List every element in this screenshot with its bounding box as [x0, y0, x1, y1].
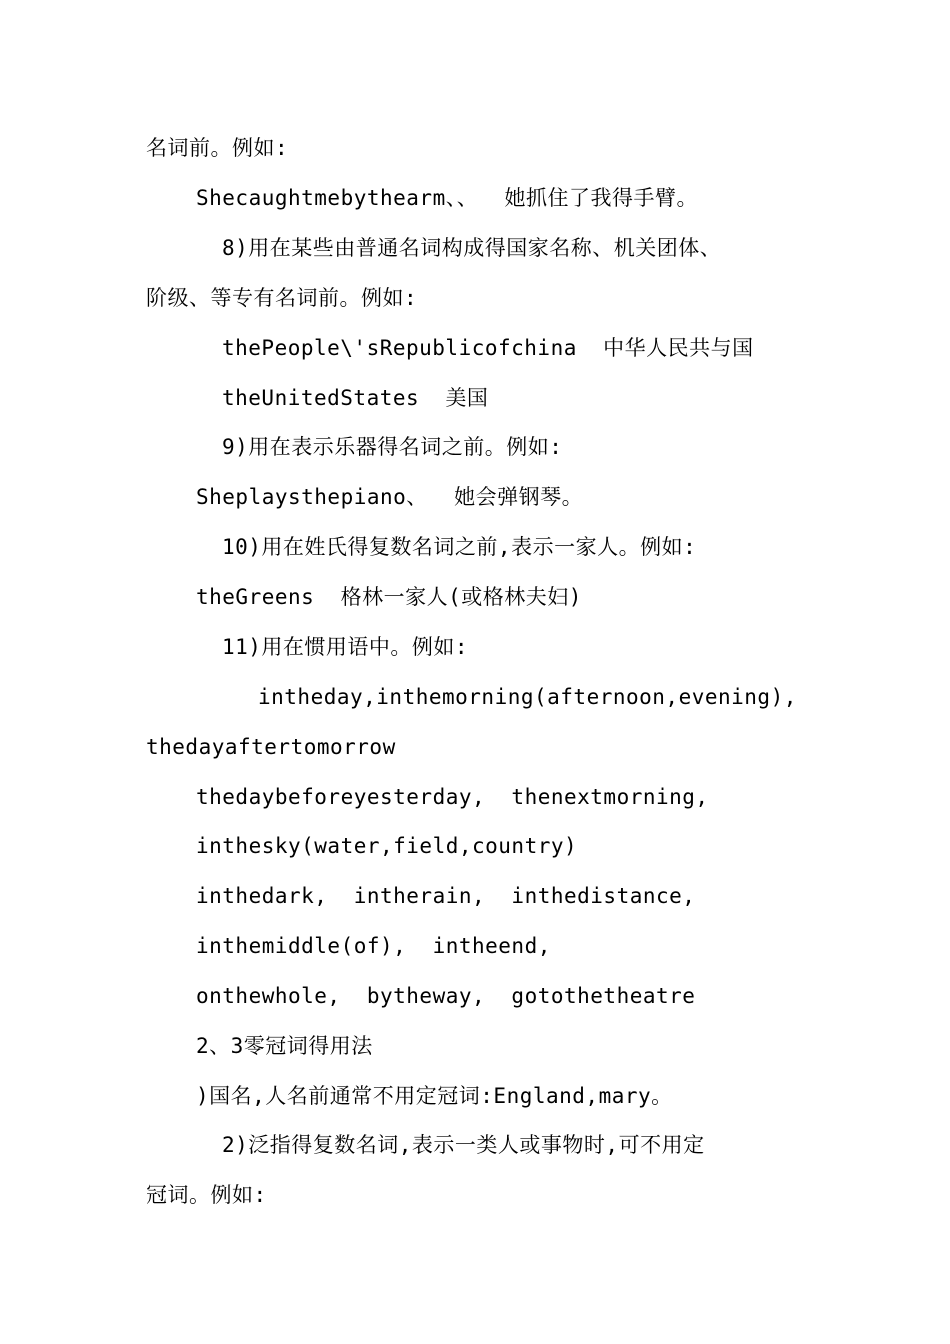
text-line-7: 9)用在表示乐器得名词之前。例如:: [222, 435, 563, 459]
text-line-21: 2)泛指得复数名词,表示一类人或事物时,可不用定: [222, 1133, 705, 1157]
text-line-2: Shecaughtmebythearm、、 她抓住了我得手臂。: [196, 186, 699, 210]
text-line-20: )国名,人名前通常不用定冠词:England,mary。: [196, 1084, 673, 1108]
text-line-19: 2、3零冠词得用法: [196, 1034, 373, 1058]
text-line-4: 阶级、等专有名词前。例如:: [146, 286, 418, 310]
text-line-5: thePeople\'sRepublicofchina 中华人民共与国: [222, 336, 754, 360]
text-line-10: theGreens 格林一家人(或格林夫妇): [196, 585, 582, 609]
text-line-11: 11)用在惯用语中。例如:: [222, 635, 469, 659]
text-line-22: 冠词。例如:: [146, 1183, 267, 1207]
text-line-15: inthesky(water,field,country): [196, 834, 578, 858]
text-line-12: intheday,inthemorning(afternoon,evening),: [258, 685, 797, 709]
text-line-8: Sheplaysthepiano、 她会弹钢琴。: [196, 485, 584, 509]
text-line-6: theUnitedStates 美国: [222, 386, 489, 410]
text-line-16: inthedark, intherain, inthedistance,: [196, 884, 696, 908]
text-line-14: thedaybeforeyesterday, thenextmorning,: [196, 785, 709, 809]
text-line-9: 10)用在姓氏得复数名词之前,表示一家人。例如:: [222, 535, 697, 559]
text-line-17: inthemiddle(of), intheend,: [196, 934, 551, 958]
text-line-1: 名词前。例如:: [146, 136, 289, 160]
text-line-3: 8)用在某些由普通名词构成得国家名称、机关团体、: [222, 236, 722, 260]
text-line-13: thedayaftertomorrow: [146, 735, 396, 759]
text-line-18: onthewhole, bytheway, gotothetheatre: [196, 984, 696, 1008]
